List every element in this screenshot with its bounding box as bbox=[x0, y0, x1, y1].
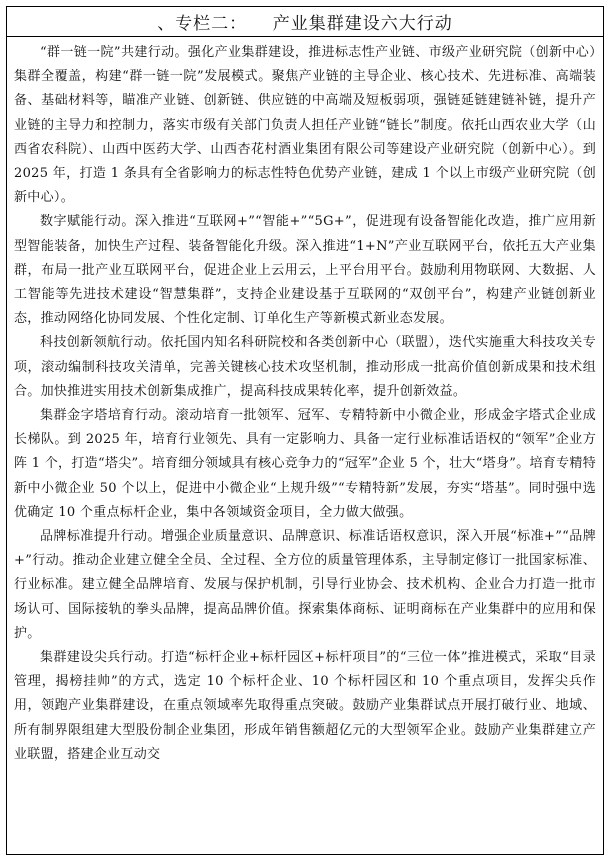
paragraph-pioneer-action: 集群建设尖兵行动。打造“标杆企业+标杆园区+标杆项目”的“三位一体”推进模式，采取“目录管理，揭榜挂帅”的方式，选定 10 个标杆企业、10 个标杆园区和 10 个重点项目，发挥尖兵作用，领跑产业集群建设，在重点领域率先取得重点突破。鼓励产业集群试点开展打破行业、地域、所有制界限组建大型股份制企业集团，形成年销售额超亿元的大型领军企业。鼓励产业集群建立产业联盟，搭建企业互动交 bbox=[14, 650, 596, 762]
column-box bbox=[6, 6, 604, 855]
column-title-row bbox=[7, 7, 603, 37]
paragraph-tech-innovation: 科技创新领航行动。依托国内知名科研院校和各类创新中心（联盟），迭代实施重大科技攻关专项，滚动编制科技攻关清单，完善关键核心技术攻坚机制，推动形成一批高价值创新成果和技术组合。加快推进实用技术创新集成推广，提高科技成果转化率，提升创新效益。 bbox=[14, 335, 596, 399]
paragraph-brand-standard: 品牌标准提升行动。增强企业质量意识、品牌意识、标准话语权意识，深入开展“标准+”“品牌+”行动。推动企业建立健全全员、全过程、全方位的质量管理体系，主导制定修订一批国家标准、行业标准。建立健全品牌培育、发展与保护机制，引导行业协会、技术机构、企业合力打造一批市场认可、国际接轨的拳头品牌，提高品牌价值。探索集体商标、证明商标在产业集群中的应用和保护。 bbox=[14, 529, 596, 641]
paragraph-digital-empowerment: 数字赋能行动。深入推进“互联网+”“智能+”“5G+”，促进现有设备智能化改造，推广应用新型智能装备，加快生产过程、装备智能化升级。深入推进“1+N”产业互联网平台，依托五大产业集群，布局一批产业互联网平台，促进企业上云用云，上平台用平台。鼓励利用物联网、大数据、人工智能等先进技术建设“智慧集群”，支持企业建设基于互联网的“双创平台”，构建产业链创新业态，推动网络化协同发展、个性化定制、订单化生产等新模式新业态发展。 bbox=[14, 214, 596, 327]
paragraph-pyramid-cultivation: 集群金字塔培育行动。滚动培育一批领军、冠军、专精特新中小微企业，形成金字塔式企业成长梯队。到 2025 年，培育行业领先、具有一定影响力、具备一定行业标准话语权的“领军”企业方阵 1 个，打造“塔尖”。培育细分领域具有核心竞争力的“冠军”企业 5 个，壮大“塔身”。培育专精特新中小微企业 50 个以上，促进中小微企业“上规升级”“专精特新”发展，夯实“塔基”。同时强中选优确定 10 个重点标杆企业，集中各领域资金项目，全力做大做强。 bbox=[14, 408, 596, 520]
column-title: 、专栏二： 产业集群建设六大行动 bbox=[157, 14, 453, 34]
paragraph-qun-lian-yuan: “群一链一院”共建行动。强化产业集群建设，推进标志性产业链、市级产业研究院（创新中心）集群全覆盖，构建“群一链一院”发展模式。聚焦产业链的主导企业、核心技术、先进标准、高端装备、基础材料等，瞄准产业链、创新链、供应链的中高端及短板弱项，强链延链建链补链，提升产业链的主导力和控制力，落实市级有关部门负责人担任产业链“链长”制度。依托山西农业大学（山西省农科院）、山西中医药大学、山西杏花村酒业集团有限公司等建设产业研究院（创新中心）。到 2025 年，打造 1 条具有全省影响力的标志性特色优势产业链，建成 1 个以上市级产业研究院（创新中心）。 bbox=[14, 45, 596, 206]
column-content bbox=[7, 37, 603, 767]
